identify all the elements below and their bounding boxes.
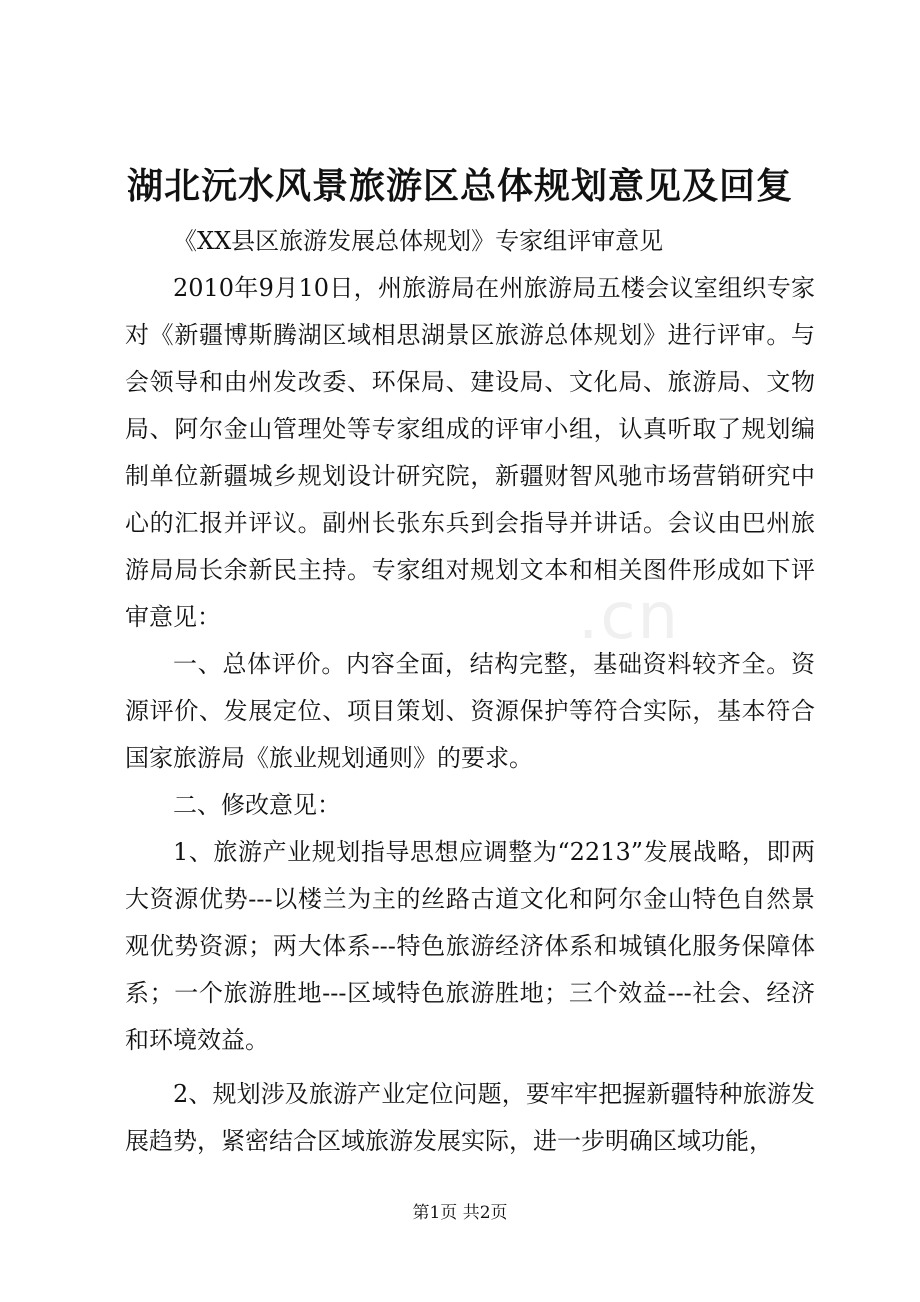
paragraph-subtitle: 《XX县区旅游发展总体规划》专家组评审意见	[173, 227, 664, 255]
paragraph-revision-heading: 二、修改意见：	[173, 791, 341, 819]
paragraph-meeting: 2010年9月10日，州旅游局在州旅游局五楼会议室组织专家对《新疆博斯腾湖区域相思湖景区旅游总体规划》进行评审。与会领导和由州发改委、环保局、建设局、文化局、旅游局、文物局、阿尔金山管理处等专家组成的评审小组，认真听取了规划编制单位新疆城乡规划设计研究院，新疆财智风驰市场营销研究中心的汇报并评议。副州长张东兵到会指导并讲话。会议由巴州旅游局局长余新民主持。专家组对规划文本和相关图件形成如下评审意见：	[125, 274, 815, 631]
watermark-visible: .cn	[578, 580, 681, 654]
paragraph-revision-1: 1、旅游产业规划指导思想应调整为“2213”发展战略，即两大资源优势---以楼兰为主的丝路古道文化和阿尔金山特色自然景观优势资源；两大体系---特色旅游经济体系和城镇化服务保障体系；一个旅游胜地---区域特色旅游胜地；三个效益---社会、经济和环境效益。	[125, 838, 815, 1054]
paragraph-evaluation: 一、总体评价。内容全面，结构完整，基础资料较齐全。资源评价、发展定位、项目策划、资源保护等符合实际，基本符合国家旅游局《旅业规划通则》的要求。	[125, 650, 815, 772]
document-title: 湖北沅水风景旅游区总体规划意见及回复	[126, 165, 793, 207]
paragraph-revision-2: 2、规划涉及旅游产业定位问题，要牢牢把握新疆特种旅游发展趋势，紧密结合区域旅游发展实际，进一步明确区域功能，	[125, 1080, 815, 1155]
document-body	[125, 218, 815, 1165]
page-footer: 第1页 共2页	[412, 1203, 508, 1223]
